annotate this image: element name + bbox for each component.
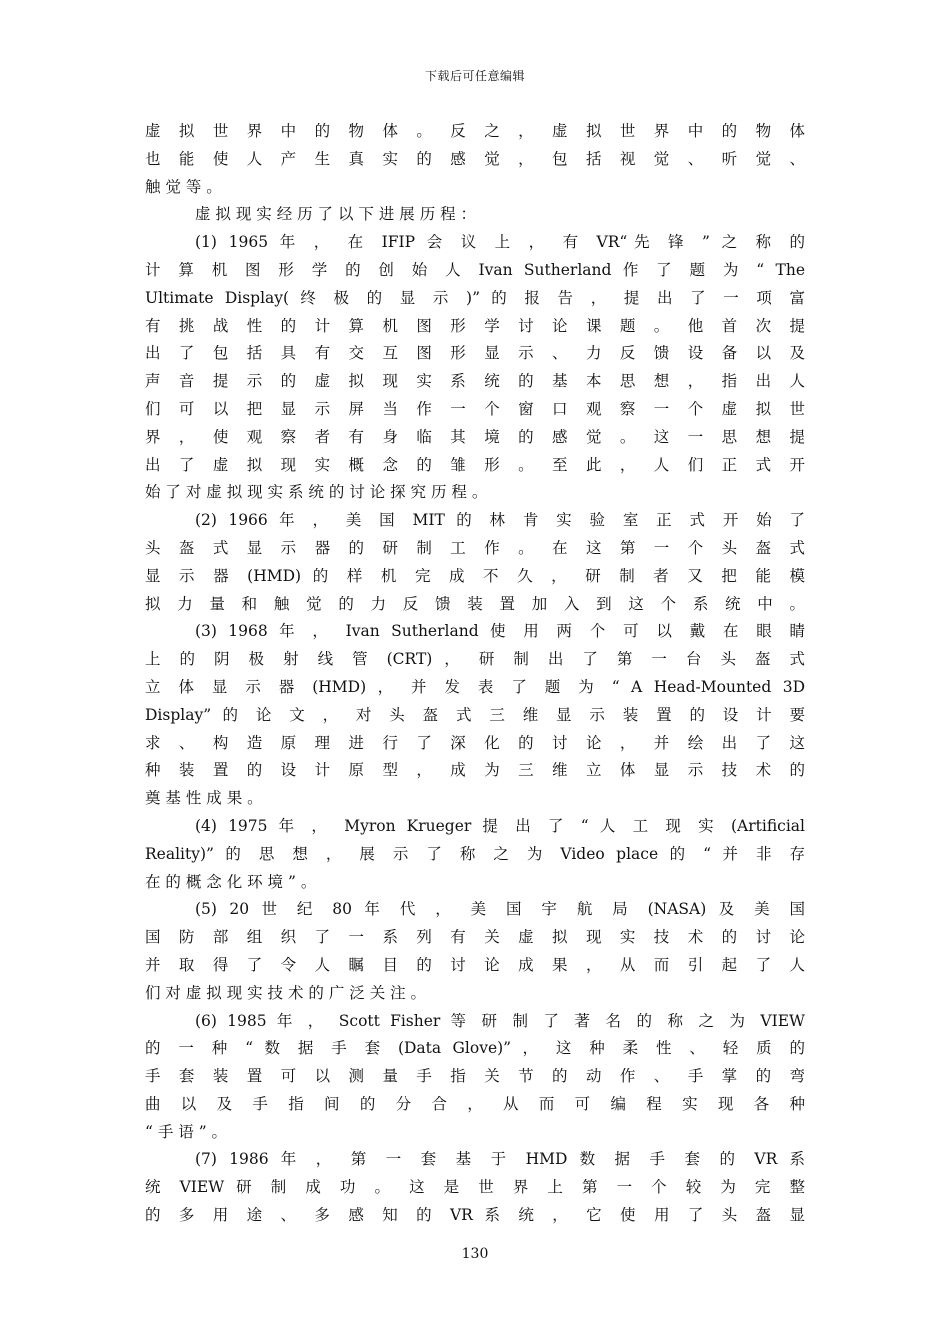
text-line: 求 、 构 造 原 理 进 行 了 深 化 的 讨 论 ， 并 绘 出 了 这 [145, 733, 805, 752]
text-line: (5) 20 世 纪 80 年 代 ， 美 国 宇 航 局 (NASA) 及 美 国 [195, 900, 805, 919]
text-line: 界 ， 使 观 察 者 有 身 临 其 境 的 感 觉 。 这 一 思 想 提 [145, 427, 805, 446]
text-line: 出 了 包 括 具 有 交 互 图 形 显 示 、 力 反 馈 设 备 以 及 [145, 344, 805, 363]
text-line: 声 音 提 示 的 虚 拟 现 实 系 统 的 基 本 思 想 ， 指 出 人 [145, 372, 805, 391]
text-line: 有 挑 战 性 的 计 算 机 图 形 学 讨 论 课 题 。 他 首 次 提 [145, 316, 805, 335]
text-line: 手 套 装 置 可 以 测 量 手 指 关 节 的 动 作 、 手 掌 的 弯 [145, 1067, 805, 1086]
text-line: 的 一 种 “ 数 据 手 套 (Data Glove)” ， 这 种 柔 性 、 轻 质 的 [145, 1039, 805, 1058]
page-header-note: 下载后可任意编辑 [424, 69, 525, 83]
text-line: (4) 1975 年 ， Myron Krueger 提 出 了 “ 人 工 现 实 (Artificial [195, 816, 805, 835]
text-line: 统 VIEW 研 制 成 功 。 这 是 世 界 上 第 一 个 较 为 完 整 [145, 1178, 806, 1197]
text-line: Display” 的 论 文 ， 对 头 盔 式 三 维 显 示 装 置 的 设 计 要 [145, 705, 805, 724]
page-number: 130 [461, 1246, 489, 1262]
text-line: 始 了 对 虚 拟 现 实 系 统 的 讨 论 探 究 历 程 。 [145, 483, 488, 502]
text-line: 立 体 显 示 器 (HMD) ， 并 发 表 了 题 为 “ A Head-Mounted 3D [145, 677, 805, 696]
text-line: 们 可 以 把 显 示 屏 当 作 一 个 窗 口 观 察 一 个 虚 拟 世 [145, 399, 805, 418]
text-line: Reality)” 的 思 想 ， 展 示 了 称 之 为 Video place 的 “ 并 非 存 [145, 844, 805, 863]
text-line: 拟 力 量 和 触 觉 的 力 反 馈 装 置 加 入 到 这 个 系 统 中 。 [145, 594, 805, 613]
text-line: 的 多 用 途 、 多 感 知 的 VR 系 统 ， 它 使 用 了 头 盔 显 [145, 1206, 805, 1225]
text-line: 虚 拟 世 界 中 的 物 体 。 反 之 ， 虚 拟 世 界 中 的 物 体 [145, 122, 805, 140]
text-line: 在 的 概 念 化 环 境 ” 。 [145, 872, 317, 891]
text-line: 并 取 得 了 令 人 瞩 目 的 讨 论 成 果 ， 从 而 引 起 了 人 [145, 955, 805, 974]
text-line: “ 手 语 ” 。 [145, 1122, 228, 1141]
text-line: 触 觉 等 。 [145, 177, 222, 196]
text-line: 曲 以 及 手 指 间 的 分 合 ， 从 而 可 编 程 实 现 各 种 [145, 1094, 806, 1113]
text-line: (2) 1966 年 ， 美 国 MIT 的 林 肯 实 验 室 正 式 开 始 了 [195, 511, 805, 530]
text-line: (3) 1968 年 ， Ivan Sutherland 使 用 两 个 可 以 戴 在 眼 睛 [195, 622, 805, 641]
text-line: 显 示 器 (HMD) 的 样 机 完 成 不 久 ， 研 制 者 又 把 能 模 [145, 566, 805, 585]
text-line: 虚 拟 现 实 经 历 了 以 下 进 展 历 程 ： [195, 205, 477, 224]
text-line: 种 装 置 的 设 计 原 型 ， 成 为 三 维 立 体 显 示 技 术 的 [145, 761, 805, 780]
text-line: 计 算 机 图 形 学 的 创 始 人 Ivan Sutherland 作 了 题 为 “ The [145, 260, 805, 279]
text-line: 们 对 虚 拟 现 实 技 术 的 广 泛 关 注 。 [145, 983, 427, 1002]
text-line: (7) 1986 年 ， 第 一 套 基 于 HMD 数 据 手 套 的 VR 系 [195, 1150, 805, 1169]
text-line: 头 盔 式 显 示 器 的 研 制 工 作 。 在 这 第 一 个 头 盔 式 [145, 538, 805, 557]
text-line: 也 能 使 人 产 生 真 实 的 感 觉 ， 包 括 视 觉 、 听 觉 、 [145, 149, 805, 168]
text-line: 上 的 阴 极 射 线 管 (CRT) ， 研 制 出 了 第 一 台 头 盔 式 [145, 650, 805, 669]
text-line: (6) 1985 年 ， Scott Fisher 等 研 制 了 著 名 的 称 之 为 VIEW [195, 1011, 805, 1030]
text-line: 奠 基 性 成 果 。 [145, 789, 263, 808]
text-line: (1) 1965 年 ， 在 IFIP 会 议 上 ， 有 VR“先 锋 ” 之 称 的 [195, 233, 805, 252]
text-line: 国 防 部 组 织 了 一 系 列 有 关 虚 拟 现 实 技 术 的 讨 论 [145, 928, 805, 947]
document-body [145, 118, 805, 1230]
text-line: Ultimate Display( 终 极 的 显 示 )” 的 报 告 ， 提 出 了 一 项 富 [145, 288, 805, 307]
text-line: 出 了 虚 拟 现 实 概 念 的 雏 形 。 至 此 ， 人 们 正 式 开 [145, 455, 805, 474]
